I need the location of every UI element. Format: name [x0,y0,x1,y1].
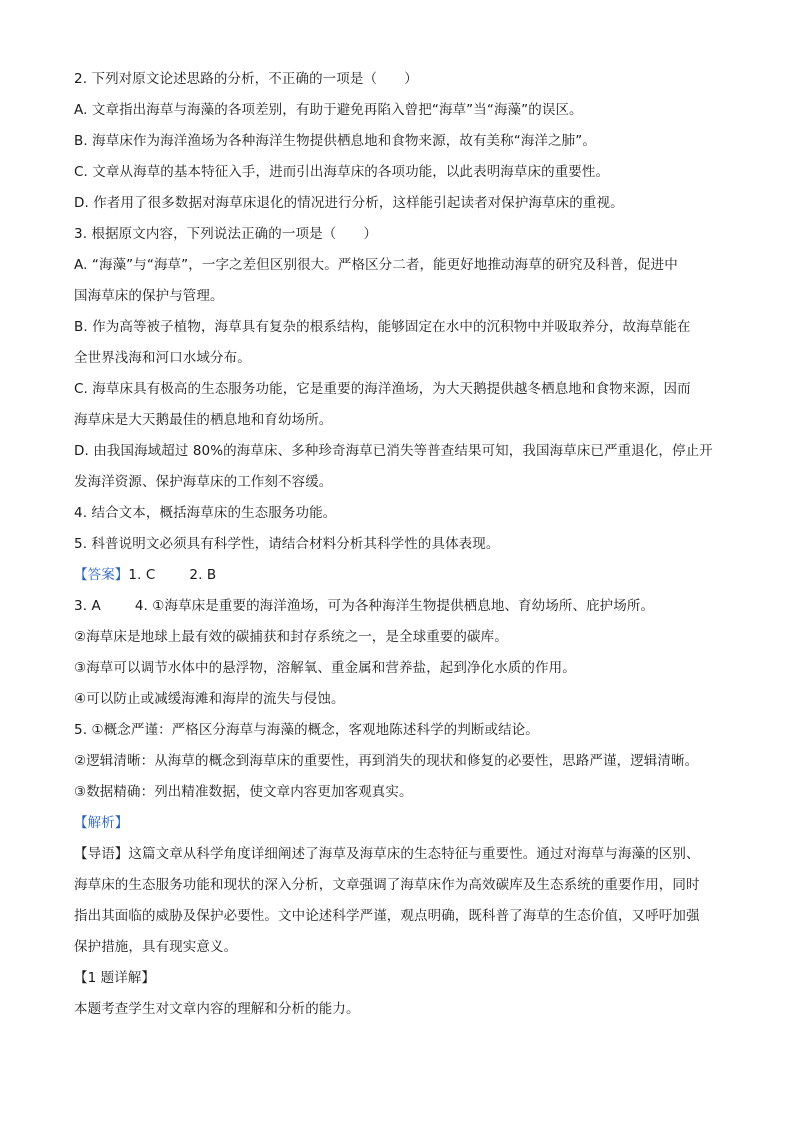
q2-option-b: B. 海草床作为海洋渔场为各种海洋生物提供栖息地和食物来源，故有美称“海洋之肺”。 [74,133,596,149]
q3-option-a-line1: A. “海藻”与“海草”，一字之差但区别很大。严格区分二者，能更好地推动海草的研究及科普，促进中 [74,257,678,273]
guide-line-2: 海草床的生态服务功能和现状的深入分析，文章强调了海草床作为高效碳库及生态系统的重要作用，同时 [74,877,700,893]
question-4: 4. 结合文本，概括海草床的生态服务功能。 [74,505,337,521]
guide-label: 【导语】 [74,846,129,862]
answer-3: 3. A [74,598,101,614]
analysis-label: 【解析】 [74,815,129,831]
answer-4-point-2: ②海草床是地球上最有效的碳捕获和封存系统之一，是全球重要的碳库。 [74,629,508,645]
guide-text-1: 这篇文章从科学角度详细阐述了海草及海草床的生态特征与重要性。通过对海草与海藻的区别、 [128,846,700,862]
answer-1: 1. C [128,567,156,583]
detail-label: 【1 题详解】 [74,970,156,986]
answer-4-first: 4. ①海草床是重要的海洋渔场，可为各种海洋生物提供栖息地、育幼场所、庇护场所。 [134,598,655,614]
answer-3-4-line [74,591,724,622]
q3-option-b-line1: B. 作为高等被子植物，海草具有复杂的根系结构，能够固定在水中的沉积物中并吸取养分，故海草能在 [74,319,691,335]
answer-line [74,560,724,591]
q3-option-c-line1: C. 海草床具有极高的生态服务功能，它是重要的海洋渔场，为大天鹅提供越冬栖息地和食物来源，因而 [74,381,691,397]
q3-option-c-line2: 海草床是大天鹅最佳的栖息地和育幼场所。 [74,412,333,428]
q3-option-b-line2: 全世界浅海和河口水域分布。 [74,350,251,366]
q3-option-a-line2: 国海草床的保护与管理。 [74,288,224,304]
guide-line-1 [74,839,724,870]
answer-label: 【答案】 [74,567,129,583]
q3-option-d-line1: D. 由我国海域超过 80%的海草床、多种珍奇海草已消失等普查结果可知，我国海草床已严重退化，停止开 [74,443,713,459]
q2-option-c: C. 文章从海草的基本特征入手，进而引出海草床的各项功能，以此表明海草床的重要性。 [74,164,610,180]
guide-line-4: 保护措施，具有现实意义。 [74,939,238,955]
answer-5-point-2: ②逻辑清晰：从海草的概念到海草床的重要性，再到消失的现状和修复的必要性，思路严谨，逻辑清晰。 [74,753,699,769]
answer-2: 2. B [189,567,217,583]
q2-option-a: A. 文章指出海草与海藻的各项差别，有助于避免再陷入曾把“海草”当“海藻”的误区。 [74,102,583,118]
q3-option-d-line2: 发海洋资源、保护海草床的工作刻不容缓。 [74,474,333,490]
question-3-stem: 3. 根据原文内容，下列说法正确的一项是（ ） [74,226,378,242]
detail-text: 本题考查学生对文章内容的理解和分析的能力。 [74,1001,360,1017]
answer-4-point-4: ④可以防止或减缓海滩和海岸的流失与侵蚀。 [74,691,345,707]
answer-5-point-3: ③数据精确：列出精准数据，使文章内容更加客观真实。 [74,784,413,800]
answer-5-point-1: 5. ①概念严谨：严格区分海草与海藻的概念，客观地陈述科学的判断或结论。 [74,722,539,738]
answer-4-point-3: ③海草可以调节水体中的悬浮物，溶解氧、重金属和营养盐，起到净化水质的作用。 [74,660,576,676]
question-2-stem: 2. 下列对原文论述思路的分析，不正确的一项是（ ） [74,71,418,87]
guide-line-3: 指出其面临的威胁及保护必要性。文中论述科学严谨，观点明确，既科普了海草的生态价值，又呼吁加强 [74,908,700,924]
document-content [74,64,724,1025]
q2-option-d: D. 作者用了很多数据对海草床退化的情况进行分析，这样能引起读者对保护海草床的重视。 [74,195,624,211]
question-5: 5. 科普说明文必须具有科学性，请结合材料分析其科学性的具体表现。 [74,536,500,552]
